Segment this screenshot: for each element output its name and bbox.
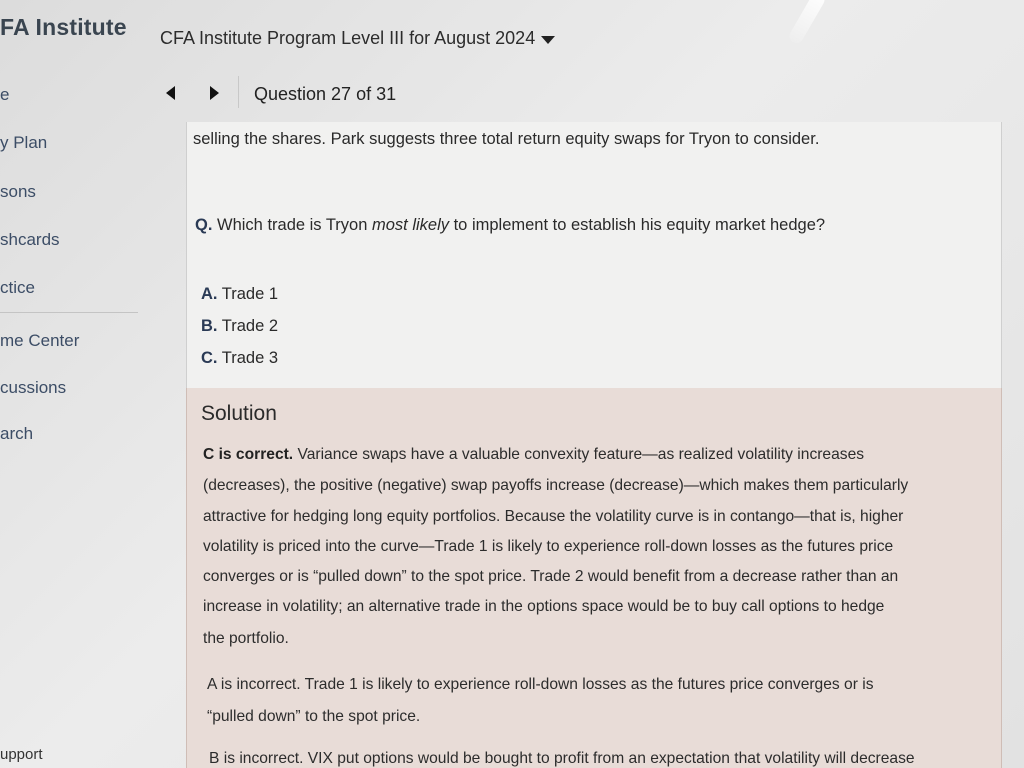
solution-line: attractive for hedging long equity portfolios. Because the volatility curve is in contango—that is, higher xyxy=(203,508,904,525)
next-question-icon[interactable] xyxy=(210,86,219,100)
previous-question-icon[interactable] xyxy=(166,86,175,100)
sidebar-item-support[interactable]: upport xyxy=(0,746,43,763)
option-text: Trade 2 xyxy=(221,317,279,335)
solution-lead: C is correct. xyxy=(203,446,294,463)
question-prefix: Q. xyxy=(195,216,213,234)
program-selector[interactable] xyxy=(160,28,555,49)
sidebar-item-practice[interactable]: ctice xyxy=(0,278,35,297)
sidebar-item-lessons[interactable]: sons xyxy=(0,182,36,201)
sidebar-item-discussions[interactable]: cussions xyxy=(0,378,67,397)
solution-line: A is incorrect. Trade 1 is likely to experience roll-down losses as the futures price converges or is xyxy=(207,676,874,693)
sidebar-divider xyxy=(0,312,138,313)
question-text xyxy=(195,216,825,235)
nav-divider xyxy=(238,76,239,108)
question-panel xyxy=(186,122,1002,389)
solution-panel xyxy=(186,388,1002,768)
answer-options xyxy=(201,284,278,380)
option-a[interactable] xyxy=(201,284,278,316)
option-letter: A. xyxy=(201,285,218,303)
sidebar-item-study-plan[interactable]: y Plan xyxy=(0,133,48,152)
solution-line: increase in volatility; an alternative trade in the options space would be to buy call options to hedge xyxy=(203,598,885,615)
solution-line: the portfolio. xyxy=(203,630,289,647)
question-text-before: Which trade is Tryon xyxy=(217,216,372,234)
solution-line: (decreases), the positive (negative) swap payoffs increase (decrease)—which makes them particularly xyxy=(203,477,909,494)
question-stem: selling the shares. Park suggests three total return equity swaps for Tryon to consider. xyxy=(193,130,820,148)
question-counter: Question 27 of 31 xyxy=(254,84,397,104)
logo[interactable]: FA Institute xyxy=(0,14,127,40)
top-bar xyxy=(0,0,1024,68)
solution-line: converges or is “pulled down” to the spot price. Trade 2 would benefit from a decrease rather than an xyxy=(203,568,899,585)
sidebar-item-home[interactable]: e xyxy=(0,85,10,104)
question-nav xyxy=(150,72,1024,120)
sidebar-item-exam-center[interactable]: me Center xyxy=(0,331,80,350)
solution-line xyxy=(203,446,864,464)
question-text-after: to implement to establish his equity market hedge? xyxy=(449,216,826,234)
option-text: Trade 1 xyxy=(221,285,279,303)
program-title: CFA Institute Program Level III for August 2024 xyxy=(160,28,536,48)
question-text-emphasis: most likely xyxy=(372,216,450,234)
solution-heading: Solution xyxy=(201,402,277,425)
option-c[interactable] xyxy=(201,348,278,380)
sidebar xyxy=(0,68,140,768)
solution-line-text: Variance swaps have a valuable convexity feature—as realized volatility increases xyxy=(293,446,865,463)
option-b[interactable] xyxy=(201,316,278,348)
option-letter: C. xyxy=(201,349,218,367)
sidebar-item-search[interactable]: arch xyxy=(0,424,34,443)
solution-line: “pulled down” to the spot price. xyxy=(207,708,421,725)
solution-line: B is incorrect. VIX put options would be bought to profit from an expectation that volatility will decrease xyxy=(209,750,915,767)
option-text: Trade 3 xyxy=(221,349,279,367)
caret-down-icon xyxy=(541,36,555,44)
option-letter: B. xyxy=(201,317,218,335)
sidebar-item-flashcards[interactable]: shcards xyxy=(0,230,60,249)
solution-line: volatility is priced into the curve—Trade 1 is likely to experience roll-down losses as the futures price xyxy=(203,538,894,555)
